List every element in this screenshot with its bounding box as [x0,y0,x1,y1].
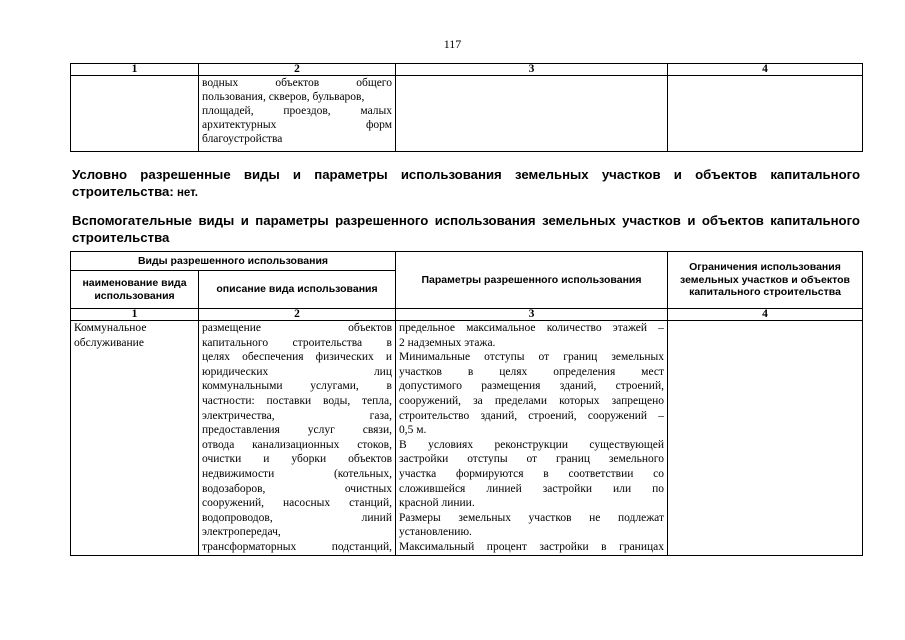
text-line: Размеры земельных участков не подлежат [399,511,664,524]
text-line: капитального строительства в [202,336,392,349]
text-line: водных объектов общего [202,77,392,89]
text-line: Минимальные отступы от границ земельных [399,351,664,364]
text-line: электропередач, [202,526,281,539]
cell-description [199,76,396,152]
column-number: 3 [396,64,668,76]
text-line: предельное максимальное количество этажей – [399,322,664,334]
column-number-row [71,64,863,76]
column-number: 4 [668,309,863,321]
text-line: пользования, скверов, бульваров, [202,91,365,103]
text-line: водопроводов, линий [202,511,392,524]
text-line: сооружений, за пределами которых запрещено [399,394,664,407]
cell-restrictions [668,321,863,556]
text-line: участков в целях определения мест [399,365,664,378]
text-line: 2 надземных этажа. [399,336,496,349]
text-line: юридических лиц [202,365,392,378]
text-line: архитектурных форм [202,119,392,131]
text-line: допустимого размещения зданий, строений, [399,380,664,393]
table-auxiliary-uses [70,251,863,556]
cell-parameters [396,321,668,556]
text-line: недвижимости (котельных, [202,467,392,480]
text-line: отвода канализационных стоков, [202,438,392,451]
page-number: 117 [443,37,462,51]
text-line: трансформаторных подстанций, [202,540,392,553]
text-line: красной линии. [399,497,475,510]
table-row [71,321,863,556]
text-line: целях обеспечения физических и [202,351,392,364]
cell-parameters [396,76,668,152]
header-restrictions: Ограничения использования земельных участков и объектов капитального строительства [668,252,863,309]
column-number: 1 [71,64,199,76]
heading-auxiliary-uses [72,212,860,246]
text-line: участка формируются в соответствии со [399,467,664,480]
text-line: очистки и уборки объектов [202,453,392,466]
table-continuation [70,63,863,152]
text-line: площадей, проездов, малых [202,105,392,117]
text-line: Коммунальное [74,322,147,334]
column-number-row [71,309,863,321]
text-line: Максимальный процент застройки в границах [399,540,664,553]
text-line: 0,5 м. [399,424,427,437]
header-group: Виды разрешенного использования [71,252,396,271]
text-line: коммунальными услугами, в [202,380,392,393]
text-line: строительство зданий, строений, сооружений – [399,409,664,422]
cell-restrictions [668,76,863,152]
text-line: сложившейся линией застройки или по [399,482,664,495]
text-line: размещение объектов [202,322,392,334]
cell-name [71,76,199,152]
column-number: 2 [199,309,396,321]
header-description: описание вида использования [199,271,396,309]
text-line: сооружений, насосных станций, [202,497,392,510]
heading-conditional-uses [72,166,860,202]
text-line: благоустройства [202,133,283,145]
text-line: водозаборов, очистных [202,482,392,495]
text-line: установлению. [399,526,472,539]
text-line: застройки отступы от границ земельного [399,453,664,466]
heading-note: нет. [173,187,198,199]
table-row [71,76,863,152]
header-row [71,252,863,271]
text-line: частности: поставки воды, тепла, [202,394,392,407]
cell-description [199,321,396,556]
column-number: 4 [668,64,863,76]
text-line: электричества, газа, [202,409,392,422]
heading-text: Вспомогательные виды и параметры разрешенного использования земельных участков и объектов капитального строительства [72,213,860,245]
column-number: 3 [396,309,668,321]
header-name: наименование вида использования [71,271,199,309]
text-line: В условиях реконструкции существующей [399,438,664,451]
text-line: обслуживание [74,336,144,349]
cell-name [71,321,199,556]
column-number: 1 [71,309,199,321]
column-number: 2 [199,64,396,76]
heading-text: Условно разрешенные виды и параметры использования земельных участков и объектов капитального строительства: [72,167,860,199]
header-parameters: Параметры разрешенного использования [396,252,668,309]
text-line: предоставления услуг связи, [202,424,392,437]
